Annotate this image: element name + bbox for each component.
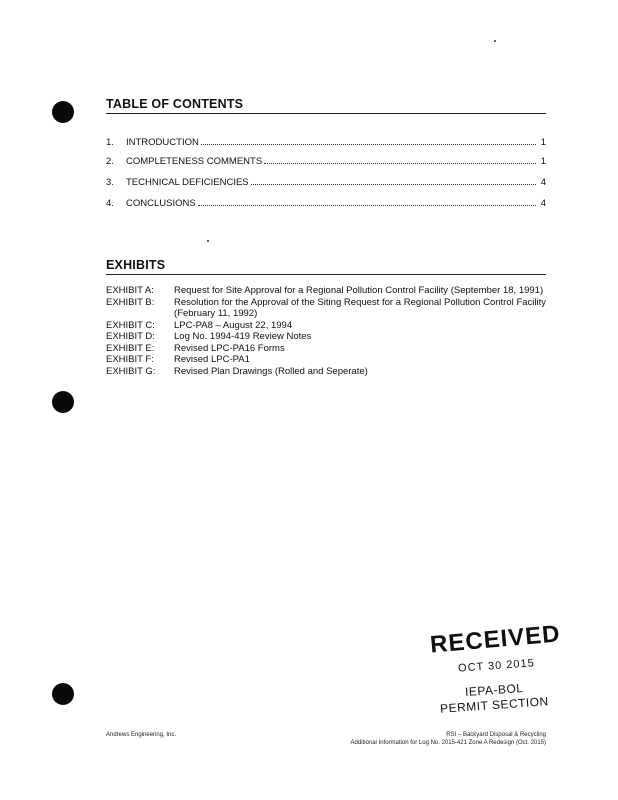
footer-left: [106, 731, 296, 739]
toc-entry: [106, 155, 546, 169]
exhibit-description: Log No. 1994-419 Review Notes: [174, 331, 312, 342]
punch-hole-top: [52, 101, 74, 123]
toc-entry: [106, 136, 546, 150]
exhibit-description: Revised LPC-PA16 Forms: [174, 342, 285, 354]
exhibit-key: EXHIBIT C:: [106, 319, 155, 331]
footer-right: [310, 731, 546, 747]
exhibit-item: [106, 331, 546, 343]
toc-entry-number: 1.: [106, 137, 114, 148]
toc-entry: [106, 197, 546, 211]
exhibit-item: [106, 297, 546, 320]
punch-hole-middle: [52, 391, 74, 413]
scan-speck: [207, 240, 209, 242]
toc-entry-page: 1: [540, 156, 546, 167]
exhibit-item: [106, 343, 546, 355]
exhibit-key: EXHIBIT A:: [106, 285, 154, 296]
punch-hole-bottom: [52, 683, 74, 705]
toc-entry-number: 4.: [106, 198, 114, 209]
toc-entry-label: CONCLUSIONS: [126, 198, 196, 209]
toc-title: TABLE OF CONTENTS: [106, 97, 546, 114]
toc-entry-page: 4: [540, 198, 546, 209]
footer-project: RSI – Backyard Disposal & Recycling: [446, 732, 546, 738]
exhibit-key: EXHIBIT F:: [106, 354, 154, 365]
exhibit-item: [106, 320, 546, 332]
exhibit-item: [106, 285, 546, 297]
footer-log-info: Additional Information for Log No. 2015-421 Zone A Redesign (Oct. 2015): [350, 740, 546, 746]
exhibit-description: Revised Plan Drawings (Rolled and Seperate): [174, 365, 368, 377]
toc-leader-dots: [201, 136, 536, 145]
exhibit-item: [106, 354, 546, 366]
toc-leader-dots: [251, 176, 536, 185]
toc-entry-number: 2.: [106, 156, 114, 167]
toc-leader-dots: [198, 197, 536, 206]
toc-leader-dots: [264, 155, 536, 164]
toc-entry-label: COMPLETENESS COMMENTS: [126, 156, 263, 167]
exhibit-description: Revised LPC-PA1: [174, 354, 250, 365]
toc-entry-page: 4: [540, 177, 546, 188]
exhibit-item: [106, 366, 546, 378]
toc-entry-label: INTRODUCTION: [126, 137, 199, 148]
received-stamp-section: PERMIT SECTION: [439, 694, 550, 716]
exhibit-description: Resolution for the Approval of the Siting Request for a Regional Pollution Control Facility (February 11, 1992): [174, 296, 546, 319]
exhibit-key: EXHIBIT G:: [106, 365, 156, 377]
footer-company: Andrews Engineering, Inc.: [106, 732, 177, 738]
toc-entry-page: 1: [540, 137, 546, 148]
toc-entry-label: TECHNICAL DEFICIENCIES: [126, 177, 249, 188]
exhibit-key: EXHIBIT B:: [106, 296, 155, 308]
exhibit-key: EXHIBIT D:: [106, 331, 155, 342]
exhibit-description: Request for Site Approval for a Regional Pollution Control Facility (September 18, 1991): [174, 285, 544, 296]
exhibits-list: [106, 285, 546, 377]
toc-entry-number: 3.: [106, 177, 114, 188]
received-stamp-agency: IEPA-BOL: [464, 680, 524, 700]
exhibit-description: LPC-PA8 – August 22, 1994: [174, 319, 293, 331]
scan-speck: [494, 40, 496, 42]
exhibit-key: EXHIBIT E:: [106, 342, 155, 354]
received-stamp: RECEIVED: [429, 620, 562, 659]
exhibits-title: EXHIBITS: [106, 258, 546, 275]
received-stamp-date: OCT 30 2015: [457, 657, 536, 675]
toc-entry: [106, 176, 546, 190]
